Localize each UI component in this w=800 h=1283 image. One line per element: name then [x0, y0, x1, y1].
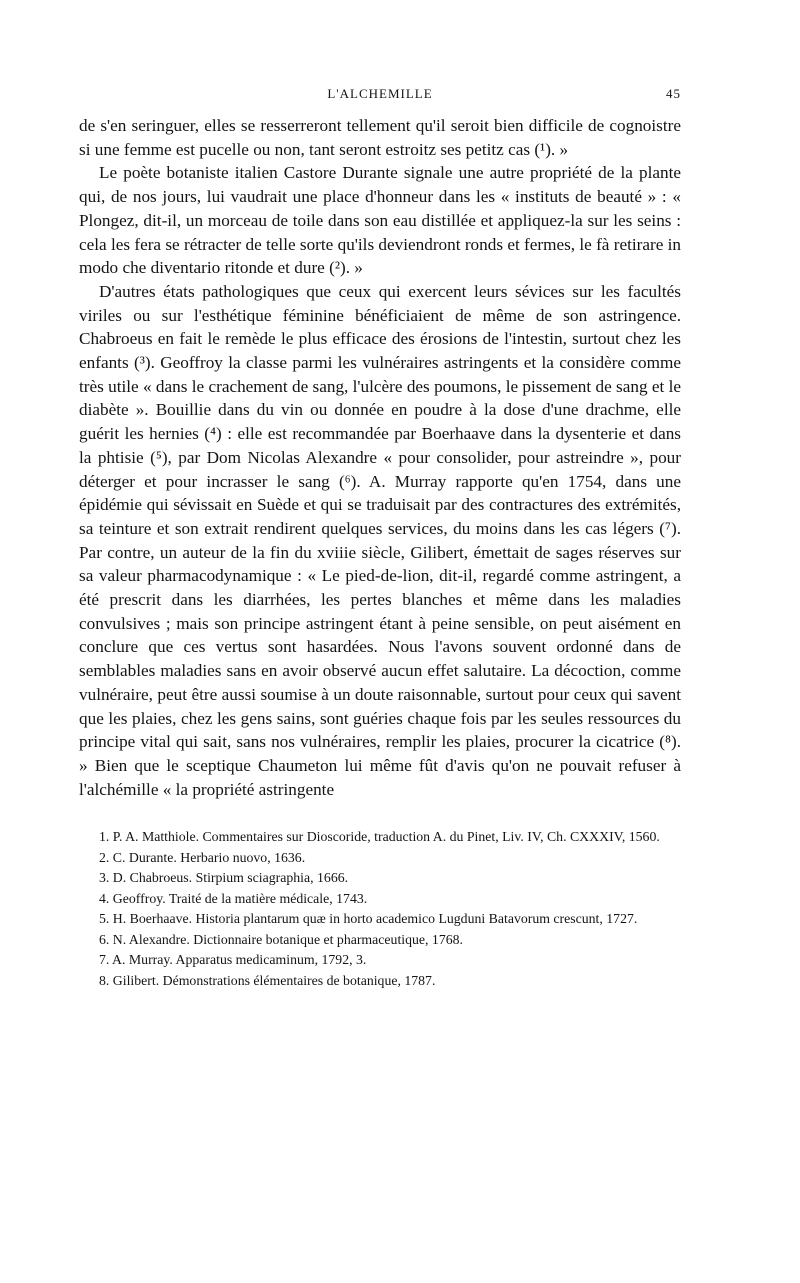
- book-page: [79, 86, 681, 991]
- footnotes: [79, 827, 681, 991]
- footnote: 7. A. Murray. Apparatus medicaminum, 1792, 3.: [99, 952, 367, 968]
- paragraph: de s'en seringuer, elles se resserreront tellement qu'il seroit bien difficile de cognoistre si une femme est pucelle ou non, tant seront estroitz ses petitz cas (¹). »: [79, 116, 681, 159]
- paragraph: D'autres états pathologiques que ceux qui exercent leurs sévices sur les facultés viriles ou sur l'esthétique féminine bénéficiaient de même de son astringence. Chabroeus en fait le remède le plus efficace des érosions de l'intestin, surtout chez les enfants (³). Geoffroy la classe parmi les vulnéraires astringents et la considère comme très utile « dans le crachement de sang, l'ulcère des poumons, le pissement de sang et le diabète ». Bouillie dans du vin ou donnée en poudre à la dose d'une drachme, elle guérit les hernies (⁴) : elle est recommandée par Boerhaave dans la dysenterie et dans la phtisie (⁵), par Dom Nicolas Alexandre « pour consolider, pour astreindre », pour déterger et pour incrasser le sang (⁶). A. Murray rapporte qu'en 1754, dans une épidémie qui sévissait en Suède et qui se traduisait par des contractures des extrémités, sa teinture et son extrait rendirent quelques services, du moins dans les cas légers (⁷). Par contre, un auteur de la fin du xviiie siècle, Gilibert, émettait de sages réserves sur sa valeur pharmacodynamique : « Le pied-de-lion, dit-il, regardé comme astringent, a été prescrit dans les diarrhées, les pertes blanches et même dans les maladies convulsives ; mais son principe astringent étant à peine sensible, on peut aisément en conclure que ces vertus sont hasardées. Nous l'avons souvent ordonné dans de semblables maladies sans en avoir observé aucun effet salutaire. La décoction, comme vulnéraire, peut être aussi soumise à un doute raisonnable, surtout pour ceux qui savent que les plaies, chez les gens sains, sont guéries chaque fois par les seules ressources du principe vital qui sait, sans nos vulnéraires, remplir les plaies, procurer la cicatrice (⁸). » Bien que le sceptique Chaumeton lui même fût d'avis qu'on ne pouvait refuser à l'alchémille « la propriété astringente: [79, 281, 681, 799]
- running-title: L'ALCHEMILLE: [327, 86, 433, 101]
- paragraph: Le poète botaniste italien Castore Durante signale une autre propriété de la plante qui, de nos jours, lui vaudrait une place d'honneur dans les « instituts de beauté » : « Plongez, dit-il, un morceau de toile dans son eau distillée et appliquez-la sur les seins : cela les fera se rétracter de telle sorte qu'ils deviendront ronds et fermes, le fà retirare in modo che diventario ritonde et dure (²). »: [79, 163, 681, 278]
- body-text: [79, 114, 681, 801]
- footnote: 6. N. Alexandre. Dictionnaire botanique et pharmaceutique, 1768.: [99, 931, 463, 947]
- footnote: 5. H. Boerhaave. Historia plantarum quæ in horto academico Lugduni Batavorum crescunt, 1727.: [99, 911, 638, 927]
- footnote: 3. D. Chabroeus. Stirpium sciagraphia, 1666.: [99, 870, 349, 886]
- page-number: 45: [666, 86, 681, 101]
- footnote: 4. Geoffroy. Traité de la matière médicale, 1743.: [99, 890, 368, 906]
- footnote: 1. P. A. Matthiole. Commentaires sur Dioscoride, traduction A. du Pinet, Liv. IV, Ch. CXXXIV, 1560.: [99, 829, 660, 845]
- footnote: 2. C. Durante. Herbario nuovo, 1636.: [99, 849, 306, 865]
- page-header: [79, 86, 681, 106]
- footnote: 8. Gilibert. Démonstrations élémentaires de botanique, 1787.: [99, 972, 436, 988]
